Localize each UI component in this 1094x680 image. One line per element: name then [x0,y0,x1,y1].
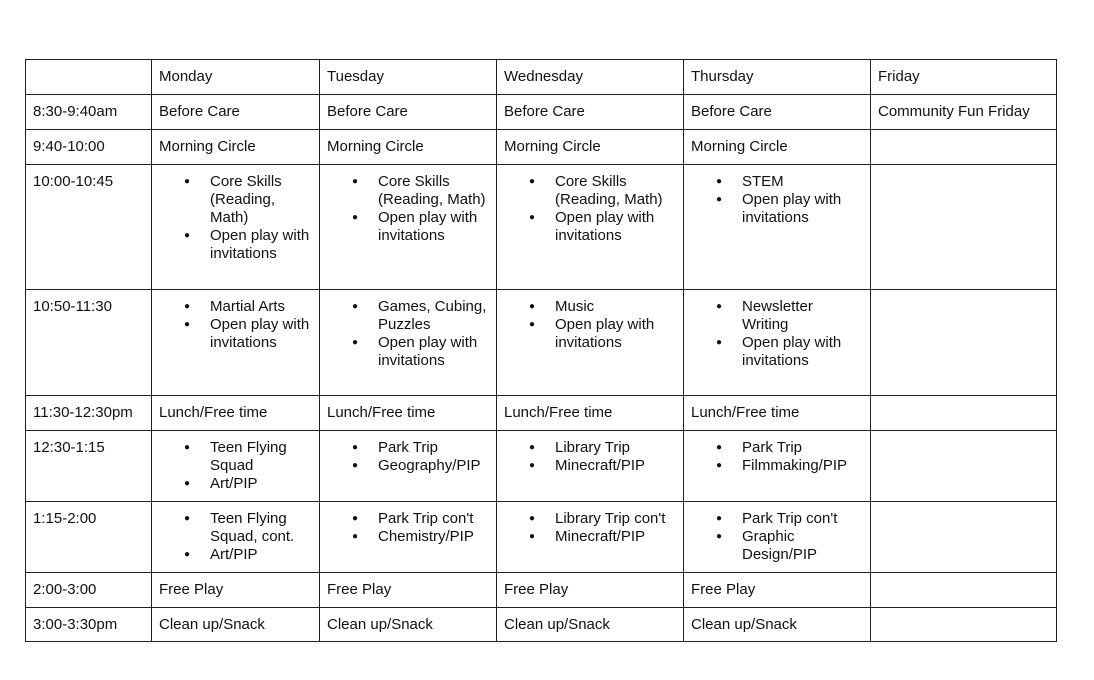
day-header-thursday: Thursday [684,60,871,95]
list-item: ● Open play with invitations [210,227,312,263]
list-item: ● Library Trip con't [555,510,676,528]
activity-cell-wednesday [497,502,684,573]
activity-list [327,439,489,475]
activity-cell-thursday: Clean up/Snack [684,608,871,642]
time-cell: 8:30-9:40am [26,95,152,130]
activity-cell-wednesday: Before Care [497,95,684,130]
day-header-monday: Monday [152,60,320,95]
activity-list [159,510,312,564]
activity-cell-tuesday: Morning Circle [320,130,497,165]
table-row [26,431,1057,502]
day-header-friday: Friday [871,60,1057,95]
activity-cell-thursday: Morning Circle [684,130,871,165]
table-row [26,165,1057,290]
time-cell: 3:00-3:30pm [26,608,152,642]
activity-cell-monday [152,165,320,290]
activity-cell-thursday [684,431,871,502]
activity-list [691,510,863,564]
list-item: ● Open play with invitations [378,209,489,245]
activity-cell-wednesday [497,431,684,502]
activity-cell-friday [871,573,1057,608]
activity-list [504,439,676,475]
activity-cell-monday: Before Care [152,95,320,130]
activity-list [327,510,489,546]
activity-cell-wednesday: Free Play [497,573,684,608]
activity-cell-thursday [684,502,871,573]
activity-list [327,298,489,370]
list-item: ● Newsletter Writing [742,298,863,334]
list-item: ● Graphic Design/PIP [742,528,863,564]
table-row [26,290,1057,396]
list-item: ● Geography/PIP [378,457,489,475]
activity-cell-wednesday [497,290,684,396]
list-item: ● Park Trip con't [742,510,863,528]
activity-cell-monday [152,290,320,396]
list-item: ● Filmmaking/PIP [742,457,863,475]
list-item: ● Open play with invitations [742,334,863,370]
list-item: ● Open play with invitations [378,334,489,370]
list-item: ● Teen Flying Squad, cont. [210,510,312,546]
activity-cell-wednesday: Lunch/Free time [497,396,684,431]
list-item: ● Core Skills (Reading, Math) [555,173,676,209]
activity-cell-tuesday [320,290,497,396]
list-item: ● Martial Arts [210,298,312,316]
activity-cell-monday: Lunch/Free time [152,396,320,431]
activity-list [159,298,312,352]
time-cell: 2:00-3:00 [26,573,152,608]
activity-cell-tuesday [320,502,497,573]
activity-list [691,173,863,227]
list-item: ● Open play with invitations [742,191,863,227]
time-cell: 1:15-2:00 [26,502,152,573]
list-item: ● Music [555,298,676,316]
activity-list [504,173,676,245]
activity-cell-wednesday [497,165,684,290]
time-cell: 10:50-11:30 [26,290,152,396]
list-item: ● Games, Cubing, Puzzles [378,298,489,334]
corner-cell [26,60,152,95]
activity-list [159,439,312,493]
activity-list [691,439,863,475]
activity-cell-thursday [684,290,871,396]
activity-cell-friday [871,165,1057,290]
activity-cell-friday: Community Fun Friday [871,95,1057,130]
activity-list [159,173,312,263]
time-cell: 12:30-1:15 [26,431,152,502]
activity-cell-tuesday [320,431,497,502]
activity-cell-monday: Morning Circle [152,130,320,165]
activity-cell-friday [871,290,1057,396]
day-header-wednesday: Wednesday [497,60,684,95]
table-row [26,502,1057,573]
time-cell: 11:30-12:30pm [26,396,152,431]
list-item: ● STEM [742,173,863,191]
activity-cell-tuesday: Free Play [320,573,497,608]
header-row [26,60,1057,95]
activity-cell-monday [152,431,320,502]
activity-cell-thursday [684,165,871,290]
activity-cell-monday: Free Play [152,573,320,608]
table-row [26,573,1057,608]
activity-cell-wednesday: Morning Circle [497,130,684,165]
activity-cell-tuesday: Lunch/Free time [320,396,497,431]
activity-cell-friday [871,502,1057,573]
list-item: ● Park Trip con't [378,510,489,528]
list-item: ● Art/PIP [210,546,312,564]
activity-cell-tuesday [320,165,497,290]
activity-list [327,173,489,245]
list-item: ● Park Trip [742,439,863,457]
day-header-tuesday: Tuesday [320,60,497,95]
list-item: ● Core Skills (Reading, Math) [378,173,489,209]
activity-cell-monday [152,502,320,573]
activity-cell-tuesday: Clean up/Snack [320,608,497,642]
list-item: ● Chemistry/PIP [378,528,489,546]
list-item: ● Library Trip [555,439,676,457]
table-row [26,608,1057,642]
activity-cell-friday [871,431,1057,502]
table-row [26,396,1057,431]
activity-cell-friday [871,130,1057,165]
activity-list [504,510,676,546]
activity-cell-thursday: Free Play [684,573,871,608]
list-item: ● Open play with invitations [555,316,676,352]
time-cell: 10:00-10:45 [26,165,152,290]
list-item: ● Open play with invitations [210,316,312,352]
list-item: ● Open play with invitations [555,209,676,245]
list-item: ● Core Skills (Reading, Math) [210,173,312,227]
time-cell: 9:40-10:00 [26,130,152,165]
activity-list [691,298,863,370]
activity-cell-monday: Clean up/Snack [152,608,320,642]
list-item: ● Art/PIP [210,475,312,493]
list-item: ● Teen Flying Squad [210,439,312,475]
activity-cell-wednesday: Clean up/Snack [497,608,684,642]
schedule-body [26,60,1057,642]
activity-cell-friday [871,608,1057,642]
list-item: ● Minecraft/PIP [555,528,676,546]
activity-list [504,298,676,352]
list-item: ● Minecraft/PIP [555,457,676,475]
activity-cell-friday [871,396,1057,431]
table-row [26,130,1057,165]
activity-cell-tuesday: Before Care [320,95,497,130]
table-row [26,95,1057,130]
list-item: ● Park Trip [378,439,489,457]
schedule-table [25,59,1057,642]
activity-cell-thursday: Before Care [684,95,871,130]
activity-cell-thursday: Lunch/Free time [684,396,871,431]
